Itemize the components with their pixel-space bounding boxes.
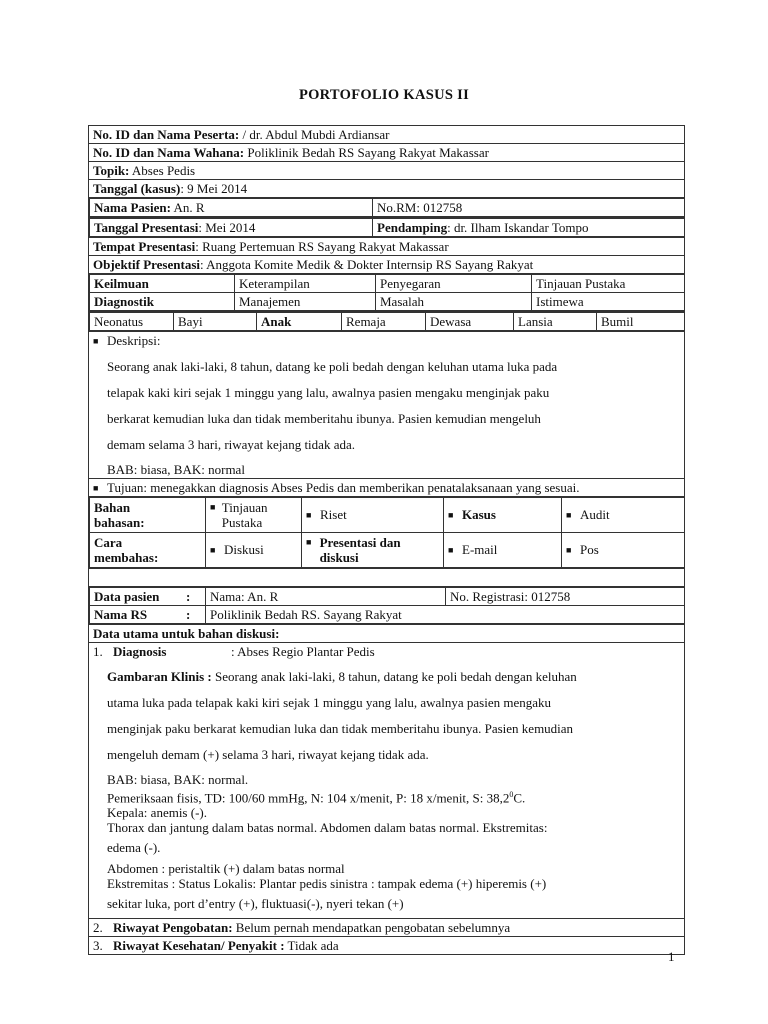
namars-value: Poliklinik Bedah RS. Sayang Rakyat: [206, 606, 685, 624]
gambaran-line-1: Gambaran Klinis : Seorang anak laki-laki, 8 tahun, datang ke poli bedah dengan keluhan: [107, 669, 577, 684]
deskripsi-label: Deskripsi:: [107, 333, 161, 348]
grid-diagnostik: Diagnostik: [90, 293, 235, 311]
tanggal-label: Tanggal (kasus): [93, 181, 181, 196]
tanggal-value: : 9 Mei 2014: [180, 181, 248, 196]
topik-label: Topik:: [93, 163, 130, 178]
cara-opt-pos: ■ Pos: [562, 533, 685, 568]
row-presentasi: [89, 218, 685, 238]
cara-label: Cara membahas:: [90, 533, 206, 568]
grid-masalah: Masalah: [376, 293, 532, 311]
spacer-row: [89, 569, 685, 587]
bahan-label: Bahan bahasan:: [90, 498, 206, 533]
pasien-label: Nama Pasien:: [94, 200, 171, 215]
datapasien-label: Data pasien :: [90, 588, 206, 606]
objektif-value: : Anggota Komite Medik & Dokter Internsip RS Sayang Rakyat: [200, 257, 534, 272]
age-grid: [89, 312, 685, 332]
pendamping-label: Pendamping: [377, 220, 448, 235]
bullet-square-icon: ■: [93, 336, 99, 346]
gambaran-line-4: mengeluh demam (+) selama 3 hari, riwayat kejang tidak ada.: [107, 747, 429, 762]
namars-label: Nama RS :: [90, 606, 206, 624]
deskripsi-line-4: demam selama 3 hari, riwayat kejang tidak ada.: [107, 437, 355, 452]
grid-keilmuan: Keilmuan: [90, 275, 235, 293]
bullet-square-icon: ■: [93, 482, 99, 493]
presentasi-value: : Mei 2014: [198, 220, 256, 235]
pasien-value: An. R: [170, 200, 205, 215]
category-grid: [89, 274, 685, 312]
tempat-value: : Ruang Pertemuan RS Sayang Rakyat Makassar: [195, 239, 449, 254]
deskripsi-line-2: telapak kaki kiri sejak 1 minggu yang lalu, awalnya pasien mengaku menginjak paku: [107, 385, 550, 400]
diagnosis-value: : Abses Regio Plantar Pedis: [231, 644, 375, 659]
row-wahana: [89, 144, 685, 162]
wahana-value: Poliklinik Bedah RS Sayang Rakyat Makassar: [244, 145, 489, 160]
gambaran-line-2: utama luka pada telapak kaki kiri sejak 1 minggu yang lalu, awalnya pasien mengaku: [107, 695, 552, 710]
row-peserta: [89, 126, 685, 144]
wahana-label: No. ID dan Nama Wahana:: [93, 145, 245, 160]
riwayat-kesehatan-cell: 3. Riwayat Kesehatan/ Penyakit : Tidak ada: [89, 937, 685, 955]
grid-tinjauan: Tinjauan Pustaka: [532, 275, 685, 293]
bahan-opt-riset: ■ Riset: [302, 498, 444, 533]
diagnosis-label: Diagnosis: [113, 644, 167, 659]
bullet-square-icon: ■: [448, 510, 454, 520]
page-number: 1: [668, 949, 675, 964]
datautama-cell: Data utama untuk bahan diskusi:: [89, 625, 685, 643]
diagnosis-cell: 1. Diagnosis : Abses Regio Plantar Pedis Gambaran Klinis : Seorang anak laki-laki, 8 tahun, datang ke poli bedah dengan keluhan utama luka pada telapak kaki kiri sejak 1 minggu yang lalu, awalnya pasien mengaku menginjak paku berkarat kemudian luka dan tidak memberitahu ibunya. Pasien kemudian mengeluh demam (+) selama 3 hari, riwayat kejang tidak ada. BAB: biasa, BAK: normal. Pemeriksaan fisis, TD: 100/60 mmHg, N: 104 x/menit, P: 18 x/menit, S: 38,2$^0$C. Kepala: anemis (-). Thorax dan jantung dalam batas normal. Abdomen dalam batas normal. Ekstremitas: edema (-). Abdomen : peristaltik (+) dalam batas normal Ekstremitas : Status Lokalis: Plantar pedis sinistra : tampak edema (+) hiperemis (+) sekitar luka, port d’entry (+), fluktuasi(-), nyeri tekan (+): [89, 643, 685, 919]
gambaran-ekstr-2: sekitar luka, port d’entry (+), fluktuasi(-), nyeri tekan (+): [107, 896, 404, 912]
cara-opt-presentasi: ■ Presentasi dan diskusi: [302, 533, 444, 568]
row-tempat: [89, 238, 685, 256]
datapasien-row: [89, 587, 685, 625]
objektif-label: Objektif Presentasi: [93, 257, 200, 272]
gambaran-thorax-1: Thorax dan jantung dalam batas normal. Abdomen dalam batas normal. Ekstremitas:: [107, 820, 548, 836]
row-topik: [89, 162, 685, 180]
age-anak: Anak: [257, 313, 342, 331]
gambaran-line-3: menginjak paku berkarat kemudian luka dan tidak memberitahu ibunya. Pasien kemudian: [107, 721, 574, 736]
grid-penyegaran: Penyegaran: [376, 275, 532, 293]
deskripsi-line-3: berkarat kemudian luka dan tidak memberitahu ibunya. Pasien kemudian mengeluh: [107, 411, 541, 426]
bahan-opt-audit: ■ Audit: [562, 498, 685, 533]
bullet-square-icon: ■: [448, 545, 454, 555]
age-bumil: Bumil: [597, 313, 685, 331]
gambaran-abdomen: Abdomen : peristaltik (+) dalam batas normal: [107, 861, 345, 877]
gambaran-bab: BAB: biasa, BAK: normal.: [107, 772, 249, 787]
presentasi-label: Tanggal Presentasi: [94, 220, 199, 235]
age-bayi: Bayi: [174, 313, 257, 331]
bullet-square-icon: ■: [566, 545, 572, 555]
gambaran-ekstr-1: Ekstremitas : Status Lokalis: Plantar pedis sinistra : tampak edema (+) hiperemis (+): [107, 876, 547, 892]
row-tanggal: [89, 180, 685, 198]
bullet-square-icon: ■: [210, 545, 216, 555]
age-neonatus: Neonatus: [90, 313, 174, 331]
grid-istimewa: Istimewa: [532, 293, 685, 311]
peserta-label: No. ID dan Nama Peserta:: [93, 127, 240, 142]
bullet-square-icon: ■: [210, 502, 216, 512]
pendamping-value: : dr. Ilham Iskandar Tompo: [447, 220, 589, 235]
bahan-row: [89, 497, 685, 569]
row-objektif: [89, 256, 685, 274]
deskripsi-bab: BAB: biasa, BAK: normal: [107, 462, 245, 477]
datapasien-nama: Nama: An. R: [206, 588, 446, 606]
bullet-square-icon: ■: [306, 537, 312, 547]
age-remaja: Remaja: [342, 313, 426, 331]
gambaran-kepala: Kepala: anemis (-).: [107, 805, 207, 821]
gambaran-thorax-2: edema (-).: [107, 840, 161, 856]
portfolio-table: [88, 125, 685, 955]
document-title: PORTOFOLIO KASUS II: [298, 87, 470, 103]
riwayat-pengobatan-cell: 2. Riwayat Pengobatan: Belum pernah mendapatkan pengobatan sebelumnya: [89, 919, 685, 937]
grid-manajemen: Manajemen: [235, 293, 376, 311]
tujuan-cell: [89, 479, 685, 497]
rm-cell: No.RM: 012758: [373, 199, 685, 217]
bahan-opt-tinjauan: ■ Tinjauan Pustaka: [206, 498, 302, 533]
deskripsi-line-1: Seorang anak laki-laki, 8 tahun, datang ke poli bedah dengan keluhan utama luka pada: [107, 359, 558, 374]
tujuan-text: Tujuan: menegakkan diagnosis Abses Pedis dan memberikan penatalaksanaan yang sesuai.: [107, 479, 580, 495]
age-lansia: Lansia: [514, 313, 597, 331]
tempat-label: Tempat Presentasi: [93, 239, 196, 254]
pendamping-cell: [373, 219, 685, 237]
bahan-opt-kasus: ■ Kasus: [444, 498, 562, 533]
presentasi-cell: [90, 219, 373, 237]
gambaran-fisis: Pemeriksaan fisis, TD: 100/60 mmHg, N: 104 x/menit, P: 18 x/menit, S: 38,2$^0$C.: [107, 790, 526, 806]
datapasien-noreg: No. Registrasi: 012758: [446, 588, 685, 606]
bullet-square-icon: ■: [566, 510, 572, 520]
bullet-square-icon: ■: [306, 510, 312, 520]
grid-keterampilan: Keterampilan: [235, 275, 376, 293]
cara-opt-email: ■ E-mail: [444, 533, 562, 568]
deskripsi-cell: [89, 332, 685, 479]
cara-opt-diskusi: ■ Diskusi: [206, 533, 302, 568]
age-dewasa: Dewasa: [426, 313, 514, 331]
pasien-cell: [90, 199, 373, 217]
topik-value: Abses Pedis: [129, 163, 196, 178]
row-pasien: [89, 198, 685, 218]
peserta-value: / dr. Abdul Mubdi Ardiansar: [239, 127, 390, 142]
